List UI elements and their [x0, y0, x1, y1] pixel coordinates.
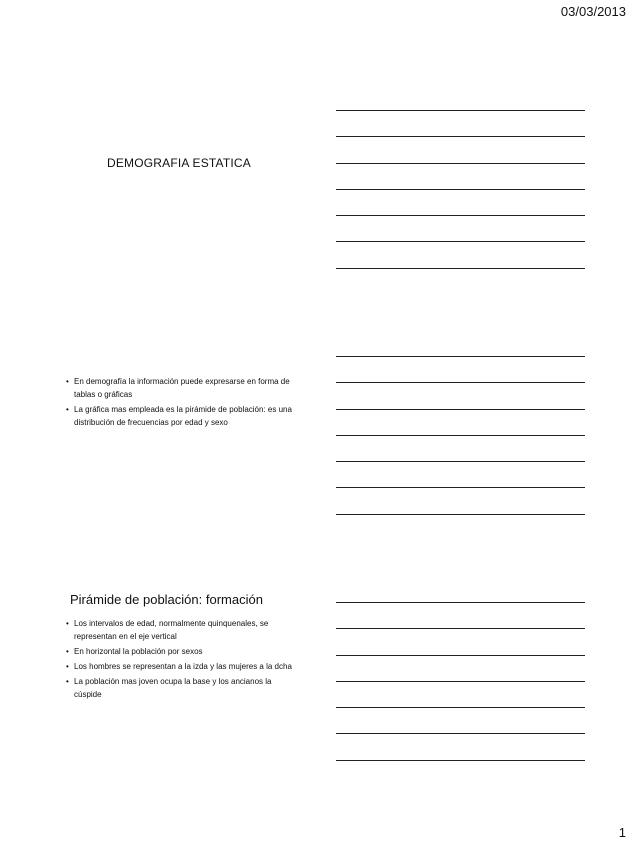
note-line	[336, 707, 585, 708]
bullet-item: • En horizontal la población por sexos	[62, 645, 296, 658]
slide-thumbnail-2	[62, 375, 296, 431]
notes-lines-3	[336, 602, 585, 786]
slide-thumbnail-3	[62, 592, 296, 703]
bullet-item: • Los hombres se representan a la izda y las mujeres a la dcha	[62, 660, 296, 673]
slide-thumbnail-1	[62, 148, 296, 188]
notes-lines-2	[336, 356, 585, 540]
note-line	[336, 733, 585, 734]
bullet-item: • Los intervalos de edad, normalmente quinquenales, se representan en el eje vertical	[62, 617, 296, 643]
slide-title: Pirámide de población: formación	[70, 592, 263, 607]
bullet-list	[62, 375, 296, 429]
note-line	[336, 461, 585, 462]
note-line	[336, 514, 585, 515]
bullet-item: • La gráfica mas empleada es la pirámide de población: es una distribución de frecuencias por edad y sexo	[62, 403, 296, 429]
note-line	[336, 268, 585, 269]
note-line	[336, 356, 585, 357]
bullet-list	[62, 617, 296, 701]
note-line	[336, 435, 585, 436]
page-number: 1	[618, 825, 626, 840]
note-line	[336, 487, 585, 488]
bullet-item: • La población mas joven ocupa la base y los ancianos la cúspide	[62, 675, 296, 701]
notes-lines-1	[336, 110, 585, 294]
note-line	[336, 382, 585, 383]
print-date: 03/03/2013	[560, 4, 626, 19]
note-line	[336, 409, 585, 410]
note-line	[336, 163, 585, 164]
note-line	[336, 760, 585, 761]
note-line	[336, 655, 585, 656]
note-line	[336, 189, 585, 190]
note-line	[336, 110, 585, 111]
note-line	[336, 602, 585, 603]
bullet-item: • En demografía la información puede expresarse en forma de tablas o gráficas	[62, 375, 296, 401]
note-line	[336, 681, 585, 682]
note-line	[336, 241, 585, 242]
note-line	[336, 628, 585, 629]
note-line	[336, 136, 585, 137]
note-line	[336, 215, 585, 216]
slide-title: DEMOGRAFIA ESTATICA	[106, 156, 252, 170]
